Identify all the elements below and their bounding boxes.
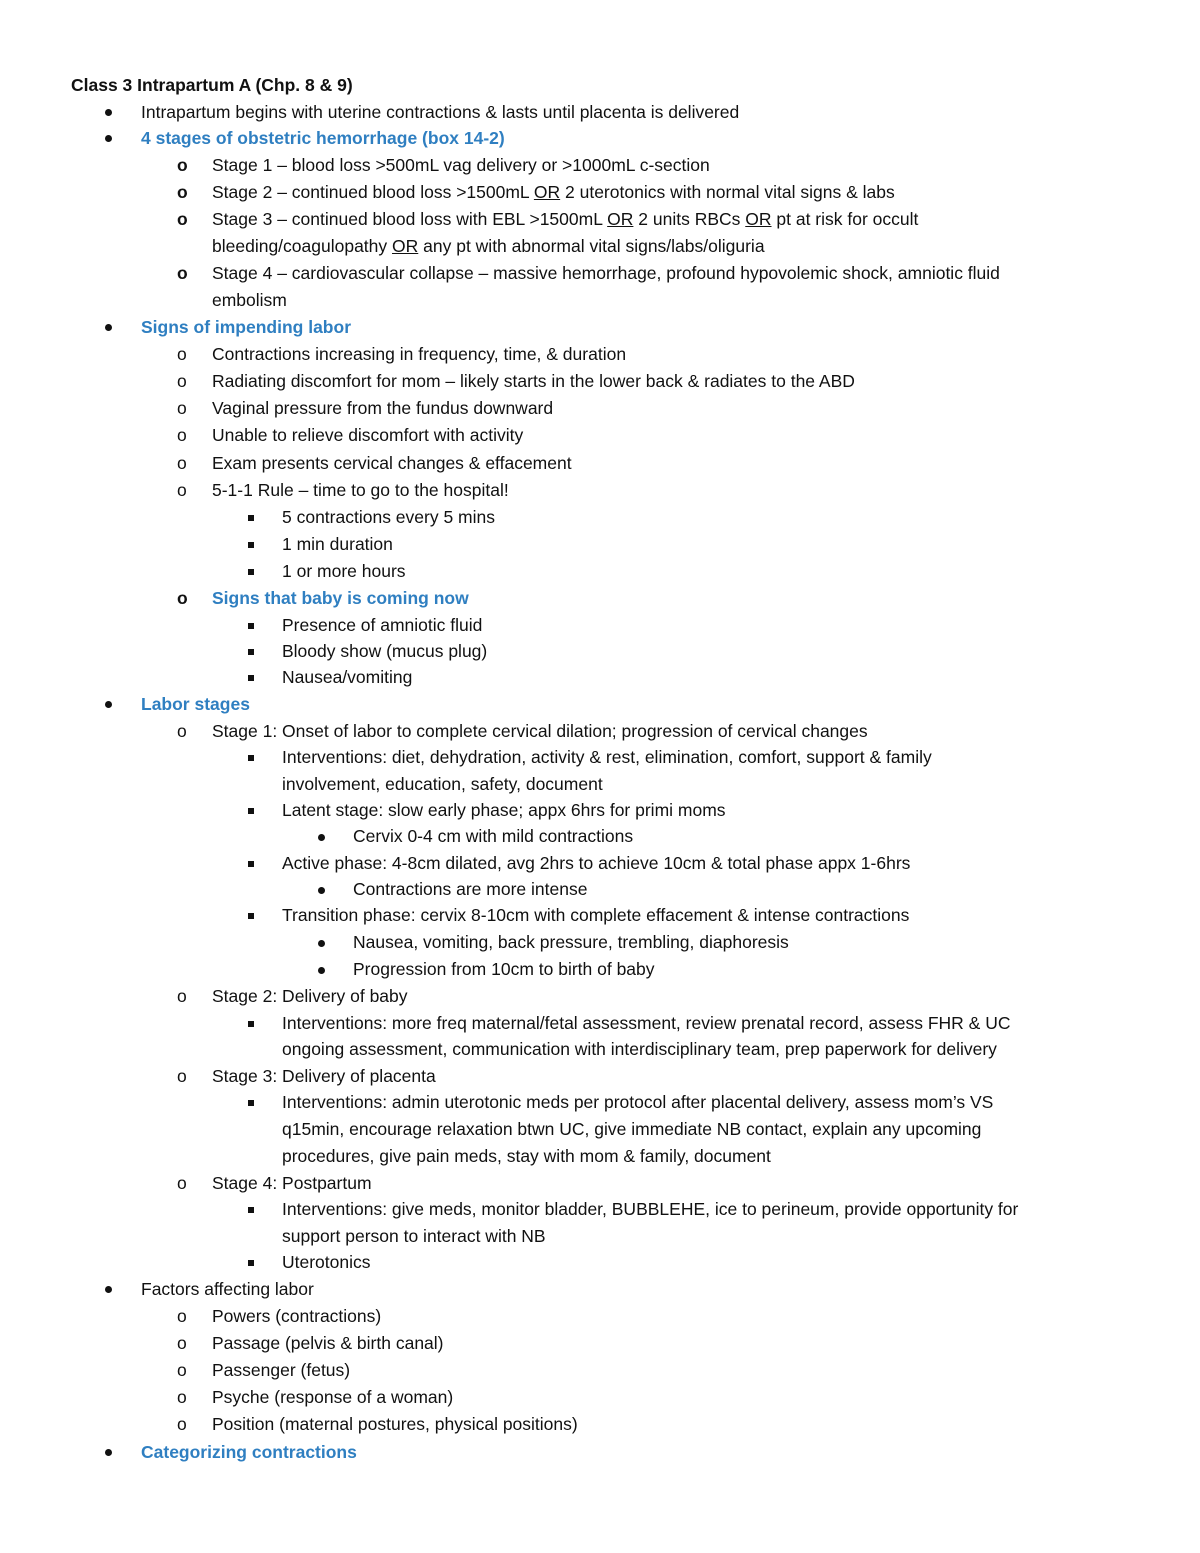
bullet-square	[248, 560, 254, 582]
bullet-circle: o	[177, 1387, 187, 1407]
bullet-square	[248, 666, 254, 688]
list-item	[212, 208, 918, 230]
bullet-circle: o	[177, 155, 188, 175]
underlined-text: OR	[745, 209, 772, 229]
list-item: Stage 4 – cardiovascular collapse – massive hemorrhage, profound hypovolemic shock, amniotic fluid	[212, 263, 1000, 283]
list-item: Exam presents cervical changes & effacement	[212, 453, 572, 473]
bullet-circle: o	[177, 1414, 187, 1434]
bullet-square	[248, 746, 254, 768]
text-run: bleeding/coagulopathy	[212, 236, 393, 256]
section-heading: Labor stages	[141, 694, 250, 714]
list-item: Passage (pelvis & birth canal)	[212, 1333, 444, 1353]
list-item: Presence of amniotic fluid	[282, 615, 483, 635]
bullet-disc	[105, 1277, 112, 1299]
bullet-square	[248, 1251, 254, 1273]
bullet-disc	[318, 825, 325, 847]
bullet-square	[248, 1012, 254, 1034]
list-item: Stage 1: Onset of labor to complete cervical dilation; progression of cervical changes	[212, 721, 868, 741]
text-run: Stage 3 – continued blood loss with EBL >1500mL	[212, 209, 608, 229]
list-item: Nausea, vomiting, back pressure, trembling, diaphoresis	[353, 932, 789, 952]
list-item: Vaginal pressure from the fundus downward	[212, 398, 554, 418]
list-item-continuation: q15min, encourage relaxation btwn UC, give immediate NB contact, explain any upcoming	[282, 1119, 982, 1139]
list-item: Transition phase: cervix 8-10cm with complete effacement & intense contractions	[282, 905, 910, 925]
list-item: Interventions: more freq maternal/fetal assessment, review prenatal record, assess FHR & UC	[282, 1013, 1011, 1033]
bullet-disc	[105, 315, 112, 337]
list-item: Bloody show (mucus plug)	[282, 641, 488, 661]
list-item: Contractions are more intense	[353, 879, 588, 899]
text-run: 2 uterotonics with normal vital signs & labs	[560, 182, 895, 202]
bullet-circle: o	[177, 1360, 187, 1380]
bullet-circle: o	[177, 1333, 187, 1353]
list-item-continuation	[212, 235, 765, 257]
list-item: Interventions: admin uterotonic meds per protocol after placental delivery, assess mom’s VS	[282, 1092, 994, 1112]
bullet-circle: o	[177, 588, 188, 608]
bullet-circle: o	[177, 209, 188, 229]
section-subheading: Signs that baby is coming now	[212, 588, 469, 608]
bullet-disc	[105, 1440, 112, 1462]
list-item: Interventions: give meds, monitor bladder, BUBBLEHE, ice to perineum, provide opportunity for	[282, 1199, 1019, 1219]
text-run: any pt with abnormal vital signs/labs/oliguria	[418, 236, 765, 256]
section-heading: Signs of impending labor	[141, 317, 351, 337]
text-run: Stage 2 – continued blood loss >1500mL	[212, 182, 534, 202]
list-item: 5 contractions every 5 mins	[282, 507, 496, 527]
bullet-square	[248, 533, 254, 555]
bullet-square	[248, 506, 254, 528]
bullet-circle: o	[177, 1173, 187, 1193]
list-item-continuation: support person to interact with NB	[282, 1226, 546, 1246]
list-item: 1 min duration	[282, 534, 393, 554]
list-item: Uterotonics	[282, 1252, 371, 1272]
bullet-disc	[105, 692, 112, 714]
section-heading: Categorizing contractions	[141, 1442, 357, 1462]
list-item: Stage 4: Postpartum	[212, 1173, 372, 1193]
bullet-circle: o	[177, 182, 188, 202]
bullet-circle: o	[177, 371, 187, 391]
bullet-disc	[318, 931, 325, 953]
list-item: Cervix 0-4 cm with mild contractions	[353, 826, 634, 846]
bullet-circle: o	[177, 344, 187, 364]
list-item: 5-1-1 Rule – time to go to the hospital!	[212, 480, 509, 500]
section-heading: Factors affecting labor	[141, 1279, 314, 1299]
bullet-circle: o	[177, 453, 187, 473]
bullet-disc	[105, 100, 112, 122]
bullet-circle: o	[177, 1306, 187, 1326]
list-item: Stage 1 – blood loss >500mL vag delivery or >1000mL c-section	[212, 155, 710, 175]
underlined-text: OR	[607, 209, 634, 229]
list-item: Nausea/vomiting	[282, 667, 413, 687]
list-item: Passenger (fetus)	[212, 1360, 351, 1380]
text-run: 2 units RBCs	[633, 209, 746, 229]
list-item: Unable to relieve discomfort with activity	[212, 425, 524, 445]
bullet-disc	[105, 126, 112, 148]
bullet-circle: o	[177, 480, 187, 500]
list-item: Contractions increasing in frequency, time, & duration	[212, 344, 627, 364]
bullet-circle: o	[177, 1066, 187, 1086]
list-item-continuation: involvement, education, safety, document	[282, 774, 603, 794]
list-item: Position (maternal postures, physical positions)	[212, 1414, 578, 1434]
bullet-circle: o	[177, 263, 188, 283]
list-item: Stage 2: Delivery of baby	[212, 986, 408, 1006]
list-item: Interventions: diet, dehydration, activity & rest, elimination, comfort, support & family	[282, 747, 932, 767]
list-item: Intrapartum begins with uterine contractions & lasts until placenta is delivered	[141, 102, 740, 122]
bullet-square	[248, 904, 254, 926]
bullet-circle: o	[177, 398, 187, 418]
bullet-disc	[318, 878, 325, 900]
bullet-square	[248, 799, 254, 821]
bullet-circle: o	[177, 986, 187, 1006]
bullet-disc	[318, 958, 325, 980]
bullet-square	[248, 614, 254, 636]
underlined-text: OR	[392, 236, 419, 256]
bullet-square	[248, 1198, 254, 1220]
bullet-square	[248, 640, 254, 662]
bullet-square	[248, 852, 254, 874]
text-run: pt at risk for occult	[771, 209, 919, 229]
list-item: Powers (contractions)	[212, 1306, 382, 1326]
list-item-continuation: procedures, give pain meds, stay with mom & family, document	[282, 1146, 771, 1166]
list-item: Stage 3: Delivery of placenta	[212, 1066, 436, 1086]
list-item: Psyche (response of a woman)	[212, 1387, 454, 1407]
list-item: Progression from 10cm to birth of baby	[353, 959, 655, 979]
list-item	[212, 181, 895, 203]
list-item: 1 or more hours	[282, 561, 406, 581]
bullet-circle: o	[177, 721, 187, 741]
bullet-circle: o	[177, 425, 187, 445]
list-item: Radiating discomfort for mom – likely starts in the lower back & radiates to the ABD	[212, 371, 855, 391]
section-heading: 4 stages of obstetric hemorrhage (box 14-2)	[141, 128, 505, 148]
list-item-continuation: ongoing assessment, communication with interdisciplinary team, prep paperwork for delivery	[282, 1039, 997, 1059]
page-title: Class 3 Intrapartum A (Chp. 8 & 9)	[71, 75, 353, 95]
list-item: Latent stage: slow early phase; appx 6hrs for primi moms	[282, 800, 726, 820]
underlined-text: OR	[533, 182, 561, 202]
list-item-continuation: embolism	[212, 290, 287, 310]
list-item: Active phase: 4-8cm dilated, avg 2hrs to achieve 10cm & total phase appx 1-6hrs	[282, 853, 911, 873]
bullet-square	[248, 1091, 254, 1113]
